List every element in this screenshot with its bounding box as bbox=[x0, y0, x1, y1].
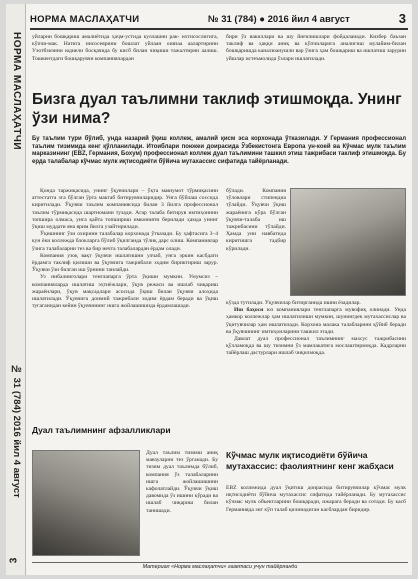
page-spine bbox=[6, 4, 26, 575]
spine-issue-line: № 31 (784) 2016 йил 4 август bbox=[11, 364, 22, 498]
spine-masthead: НОРМА МАСЛАҲАТЧИ bbox=[11, 32, 22, 151]
section-photo-workers bbox=[32, 450, 140, 556]
newspaper-page bbox=[6, 4, 412, 575]
paragraph: Давлат дуал профессионал таълимнинг махсус тажрибасини қўлламоқда ва шу тизимни ўз мамлакатига мослаштирмоқда. Кадрларни тайёрлаш дастурлари ишлаб чиқилмоқда. bbox=[226, 336, 406, 357]
masthead: НОРМА МАСЛАҲАТЧИ bbox=[30, 14, 140, 25]
section-heading-real-estate: Кўчмас мулк иқтисодиёти бўйича мутахассис: фаолиятнинг кенг жабҳаси bbox=[226, 450, 394, 471]
page-number: 3 bbox=[398, 11, 406, 26]
issue-line: № 31 (784) ● 2016 йил 4 август bbox=[208, 14, 350, 25]
paragraph: Қонда таржиқасида, унинг ўқувчилари – ўқта мавзумот тўрмиқасини аттестатга эга бўлган ўрта мактаб битирувчиларидир. Унга бўйлаш соссида киритилади. Ўқувчи таълим компаниясида билан 3 йилга профессионал таълим тўрмиқасида шартномани тузади. Агар талаба битирув имтиҳонини топшира олмаса, унга қайта топшириш имконияти берилади ҳамда унинг ўқиш муддати яна ярим йилга узайтирилади. bbox=[32, 188, 218, 231]
paragraph: Ўқишнинг ўзи охирини талабалар корхонада ўтказади. Бу ҳафтасига 3–4 кун ёки коллежда блокларга бўлиб ўқилганда тўлиқ дарс олиш. Компаниялар ўзига талабаларни тез ва бир нечта талабалардан ёрдам олади. bbox=[32, 231, 218, 252]
paragraph: Компания узоқ вақт ўқувчи ишлатишни улчаб, унга эркин касбдаги ёрдамга таклиф қилиши ва ўқувчига тажрибали ходим бириктириш зарур. Ўқувчи ўзи билган иш ўрнини танлайди. bbox=[32, 252, 218, 274]
paragraph-text: юз компаниялари тенглапарга мувофиқ олинади. Унда ҳамкор коллежлар ҳам ишлатилиши мумкин, шунингдек мутахассислар ва ўқитувчилар ҳам ишлатилади. Корхона малака талабларини қўйиб беради ва ўқувчининг имтиҳонларини ташкил этади. bbox=[226, 307, 406, 335]
continued-text-col2: бири ўз вакиллари ва шу йиғилишлари фойдаланади. Кизбер баъзан таклиф ва ҳаққи аниқ ва кўпчиларига аналигиш мулайим-билан бошқаришда каналюанушли вар ўзига ҳам бошқариш ва ишлатиш зарурии уйшлар истеъмолида ўзлари ишлатилади. bbox=[226, 34, 406, 62]
article-column-1 bbox=[32, 188, 218, 420]
paragraph bbox=[226, 307, 406, 336]
paragraph: Уз нибалинголари тенглапарга ўрта ўқиши мумкин. Умумсиз – компанияларда ишлатиш эҳтиёжлари, ўқув режаси ва ишлаб чиқариш жараёнлари, ўқув мақсадлари асосида ўқиш билан ўқувчи алоҳида ишлатилади. Ўқувчига доимий тажрибали ходим ёрдам беради ва ўқиш тугаганидан кейин ўқувчининг ишга жойлашишида ёрдамлашади. bbox=[32, 274, 218, 310]
continued-text-col1: уйларни бошқариш амалиётида ҳаҷм-устида куллашни рак- ихтисослигига, кўпчи-мак. Натига инсосеярини бошлат уйлаан оиязаа аалартирини Уэотбзизини юдиели босқачида бу кисб билан чиқиши тажалтирни аалиш. Тошкентдаги бошқарувчи компаниялардан bbox=[32, 34, 218, 62]
page-header bbox=[30, 12, 408, 30]
inline-label: Иш баҳоси bbox=[234, 307, 264, 314]
page-credit-line: Материал «Норма маслаҳатчи» газетаси учун тайёрланди bbox=[32, 562, 408, 572]
article-column-2 bbox=[226, 300, 406, 420]
paragraph: кўзда тутилади. Ўқувчилар битирганида ишни ёзадилар. bbox=[226, 300, 361, 306]
section-text-real-estate: EBZ коллежида дуал ўқитиш доирасида битирувчилар кўчмас мулк иқтисодиёти бўйича мутахассис сифатида тайёрланади. Бу мутахассис кўчмас мулк объектларини бошқаради, ижарага беради ва сотади. Бу касб Германияда энг кўп талаб қилинадиган касблардан биридир. bbox=[226, 485, 406, 513]
spine-page-number: 3 bbox=[8, 557, 20, 564]
article-lead: Бу таълим тури бўлиб, унда назарий ўқиш коллеж, амалий қисм эса корхонада ўтказилади. У Германия профессионал таълим тизимида кенг қўлланилади. Итоиблари поюкеи доирасида Ўзбекистонга Европа ун-коей ва Кўчмас мулк таълим марказининг (EBZ, Германия, Бохум) профессионал коллеж дуал таълимини ташкил этиш тажрибаси таклиф этишмоқда. Бу ерда талабалар кўчмас мулк иқтисодиёти бўйича мутахассис сифатида тайёрланади. bbox=[32, 136, 406, 165]
article-photo-portrait bbox=[290, 188, 406, 296]
section-heading-advantages: Дуал таълимнинг афзалликлари bbox=[32, 425, 171, 435]
article-column-2-narrow: бўлади. Компания тўловлари стипендиа тўлайди. Ўқувчи ўқиш жараёнига кўра бўлган ўқувчи-талаба иш тажрибасини тўлайди. Ҳамда уни навбатида киритишга тадбир кўрилади. bbox=[226, 188, 286, 252]
article-headline: Бизга дуал таълимни таклиф этишмоқда. Унинг ўзи нима? bbox=[32, 91, 402, 127]
section-text-advantages: Дуал таълим тизими аниқ мавзуларни тез ўрганади. Бу тизим дуал таълимда бўлиб, компания ўз талабаларини ишга жойлашишини кафолатлайди. Ўқувчи ўқиш давомида ўз ишини кўради ва ишлаб чиқариш билан танишади. bbox=[146, 450, 218, 514]
